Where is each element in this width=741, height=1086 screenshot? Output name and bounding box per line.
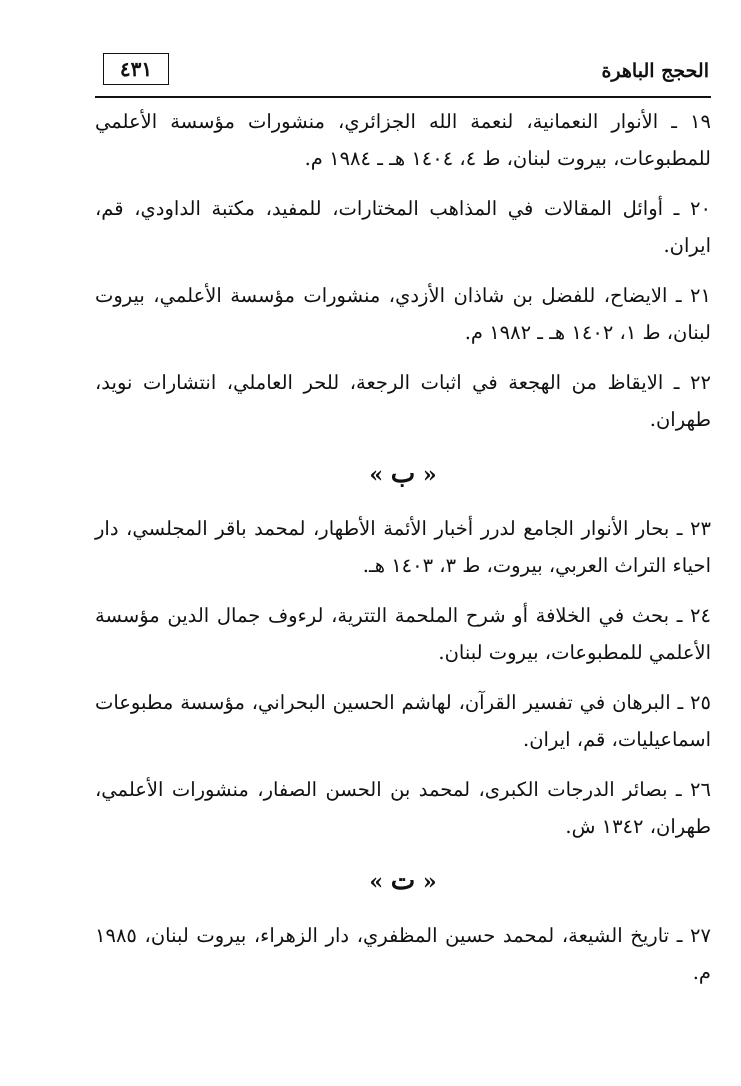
- page-header: [95, 50, 711, 98]
- bibliography-entry: ٢٦ ـ بصائر الدرجات الكبرى، لمحمد بن الحسن الصفار، منشورات الأعلمي، طهران، ١٣٤٢ ش.: [95, 778, 711, 838]
- section-quote-close: »: [369, 869, 384, 895]
- bibliography-entry: ١٩ ـ الأنوار النعمانية، لنعمة الله الجزائري، منشورات مؤسسة الأعلمي للمطبوعات، بيروت لبنان، ط ٤، ١٤٠٤ هـ ـ ١٩٨٤ م.: [95, 110, 711, 170]
- header-rule: [95, 96, 711, 98]
- bibliography-entry: ٢٣ ـ بحار الأنوار الجامع لدرر أخبار الأئمة الأطهار، لمحمد باقر المجلسي، دار احياء التراث العربي، بيروت، ط ٣، ١٤٠٣ هـ.: [95, 517, 711, 577]
- bibliography-entry: ٢١ ـ الايضاح، للفضل بن شاذان الأزدي، منشورات مؤسسة الأعلمي، بيروت لبنان، ط ١، ١٤٠٢ هـ ـ ١٩٨٢ م.: [95, 284, 711, 344]
- page-number: ٤٣١: [103, 53, 169, 85]
- bibliography-entry: ٢٥ ـ البرهان في تفسير القرآن، لهاشم الحسين البحراني، مؤسسة مطبوعات اسماعيليات، قم، ايران.: [95, 691, 711, 751]
- section-letter: ب: [390, 459, 416, 489]
- section-quote-close: »: [369, 462, 384, 488]
- section-quote-open: «: [422, 462, 437, 488]
- bibliography-entry: ٢٠ ـ أوائل المقالات في المذاهب المختارات، للمفيد، مكتبة الداودي، قم، ايران.: [95, 197, 711, 257]
- bibliography-entry: ٢٧ ـ تاريخ الشيعة، لمحمد حسين المظفري، دار الزهراء، بيروت لبنان، ١٩٨٥ م.: [95, 924, 711, 984]
- bibliography-list: [95, 103, 711, 1004]
- section-heading-ta: [95, 858, 711, 904]
- section-quote-open: «: [422, 869, 437, 895]
- bibliography-entry: ٢٤ ـ بحث في الخلافة أو شرح الملحمة التترية، لرءوف جمال الدين مؤسسة الأعلمي للمطبوعات، بيروت لبنان.: [95, 604, 711, 664]
- bibliography-entry: ٢٢ ـ الايقاظ من الهجعة في اثبات الرجعة، للحر العاملي، انتشارات نويد، طهران.: [95, 371, 711, 431]
- section-heading-ba: [95, 451, 711, 497]
- running-title: الحجج الباهرة: [601, 60, 709, 82]
- section-letter: ت: [390, 866, 416, 896]
